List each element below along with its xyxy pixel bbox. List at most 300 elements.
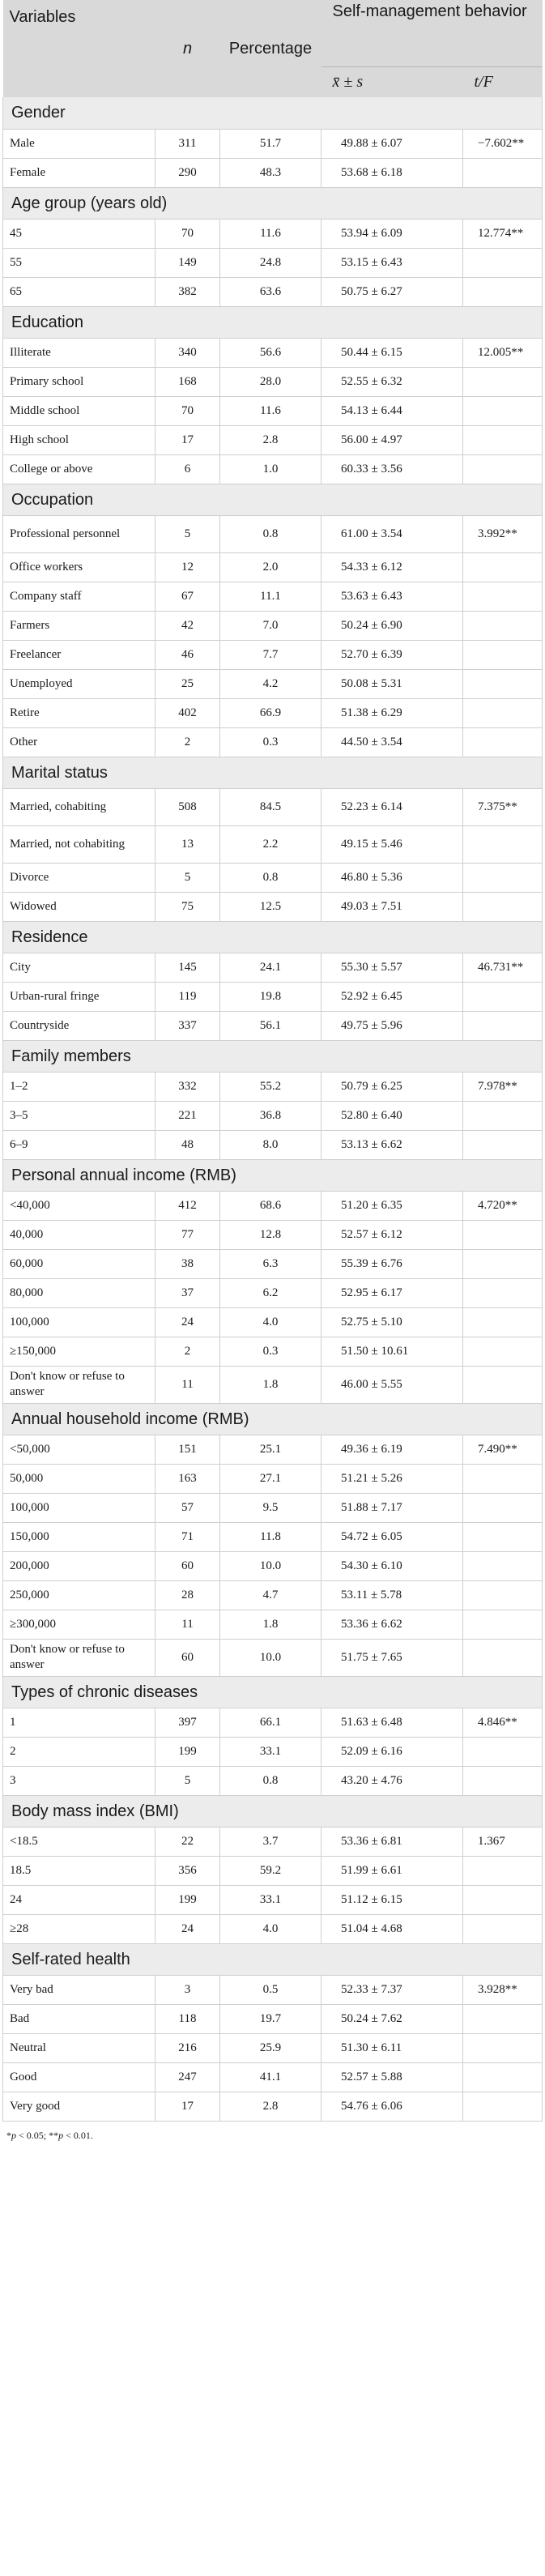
t-f-cell: 7.375** — [463, 788, 543, 825]
variable-cell: Middle school — [3, 396, 155, 425]
t-f-cell: 3.928** — [463, 1975, 543, 2004]
percentage-cell: 8.0 — [220, 1130, 321, 1159]
mean-sd-cell: 52.92 ± 6.45 — [321, 982, 463, 1011]
t-f-cell — [463, 1639, 543, 1676]
table-row — [3, 552, 543, 582]
header-mean-sd-text: x̄ ± s — [332, 73, 364, 92]
mean-sd-cell: 49.88 ± 6.07 — [321, 129, 463, 158]
table-row — [3, 1856, 543, 1885]
percentage-cell: 12.8 — [220, 1220, 321, 1249]
percentage-cell: 55.2 — [220, 1072, 321, 1101]
header-self-management: Self-management behavior — [321, 0, 543, 66]
variable-cell: Married, not cohabiting — [3, 825, 155, 863]
n-cell: 11 — [155, 1610, 220, 1639]
percentage-cell: 4.0 — [220, 1307, 321, 1337]
table-row — [3, 611, 543, 640]
header-t-f — [463, 66, 543, 97]
variable-cell: 2 — [3, 1737, 155, 1766]
table-row — [3, 1435, 543, 1464]
percentage-cell: 9.5 — [220, 1493, 321, 1522]
n-cell: 6 — [155, 454, 220, 484]
t-f-cell — [463, 863, 543, 892]
percentage-cell: 11.8 — [220, 1522, 321, 1551]
table-row — [3, 863, 543, 892]
n-cell: 145 — [155, 953, 220, 982]
group-row — [3, 97, 543, 129]
table-row — [3, 367, 543, 396]
mean-sd-cell: 52.75 ± 5.10 — [321, 1307, 463, 1337]
n-cell: 38 — [155, 1249, 220, 1278]
percentage-cell: 2.0 — [220, 552, 321, 582]
mean-sd-cell: 51.75 ± 7.65 — [321, 1639, 463, 1676]
mean-sd-cell: 53.11 ± 5.78 — [321, 1580, 463, 1610]
percentage-cell: 2.8 — [220, 425, 321, 454]
percentage-cell: 7.0 — [220, 611, 321, 640]
variable-cell: Unemployed — [3, 669, 155, 698]
table-row — [3, 158, 543, 187]
mean-sd-cell: 51.04 ± 4.68 — [321, 1914, 463, 1943]
variable-cell: Illiterate — [3, 338, 155, 367]
group-row — [3, 1795, 543, 1827]
variable-cell: 200,000 — [3, 1551, 155, 1580]
t-f-cell — [463, 1522, 543, 1551]
variable-cell: City — [3, 953, 155, 982]
table-row — [3, 1827, 543, 1856]
t-f-cell — [463, 277, 543, 306]
variable-cell: Retire — [3, 698, 155, 727]
t-f-cell: 1.367 — [463, 1827, 543, 1856]
variable-cell: Good — [3, 2062, 155, 2092]
t-f-cell — [463, 1278, 543, 1307]
n-cell: 382 — [155, 277, 220, 306]
table-row — [3, 582, 543, 611]
mean-sd-cell: 50.79 ± 6.25 — [321, 1072, 463, 1101]
percentage-cell: 6.3 — [220, 1249, 321, 1278]
table-row — [3, 1464, 543, 1493]
t-f-cell: 7.490** — [463, 1435, 543, 1464]
variable-cell: 40,000 — [3, 1220, 155, 1249]
n-cell: 2 — [155, 1337, 220, 1366]
t-f-cell — [463, 1580, 543, 1610]
variable-cell: 6–9 — [3, 1130, 155, 1159]
table-row — [3, 1278, 543, 1307]
t-f-cell — [463, 1011, 543, 1040]
table-row — [3, 396, 543, 425]
table-row — [3, 1610, 543, 1639]
n-cell: 412 — [155, 1191, 220, 1220]
t-f-cell — [463, 2033, 543, 2062]
variable-cell: Very good — [3, 2092, 155, 2121]
variable-cell: 18.5 — [3, 1856, 155, 1885]
group-row — [3, 1159, 543, 1191]
footnote-italic-p: p — [11, 2129, 16, 2141]
t-f-cell — [463, 1737, 543, 1766]
table-row — [3, 2092, 543, 2121]
header-t-f-text: t/F — [474, 73, 493, 92]
group-row — [3, 1676, 543, 1708]
variable-cell: Farmers — [3, 611, 155, 640]
n-cell: 70 — [155, 219, 220, 248]
t-f-cell — [463, 1464, 543, 1493]
variable-cell: Don't know or refuse to answer — [3, 1366, 155, 1403]
mean-sd-cell: 53.15 ± 6.43 — [321, 248, 463, 277]
table-header — [3, 0, 543, 97]
percentage-cell: 66.9 — [220, 698, 321, 727]
percentage-cell: 63.6 — [220, 277, 321, 306]
variable-cell: 100,000 — [3, 1493, 155, 1522]
variable-cell: <40,000 — [3, 1191, 155, 1220]
n-cell: 24 — [155, 1307, 220, 1337]
percentage-cell: 4.2 — [220, 669, 321, 698]
group-row — [3, 306, 543, 338]
footnote — [0, 2122, 545, 2142]
variable-cell: 45 — [3, 219, 155, 248]
t-f-cell — [463, 892, 543, 921]
t-f-cell — [463, 1551, 543, 1580]
t-f-cell — [463, 1366, 543, 1403]
header-n-text: n — [182, 40, 193, 58]
table-row — [3, 825, 543, 863]
n-cell: 60 — [155, 1639, 220, 1676]
percentage-cell: 2.8 — [220, 2092, 321, 2121]
t-f-cell — [463, 1766, 543, 1795]
header-percentage: Percentage — [220, 0, 321, 97]
mean-sd-cell: 50.24 ± 6.90 — [321, 611, 463, 640]
percentage-cell: 28.0 — [220, 367, 321, 396]
t-f-cell — [463, 1130, 543, 1159]
percentage-cell: 33.1 — [220, 1885, 321, 1914]
group-label: Body mass index (BMI) — [3, 1795, 543, 1827]
n-cell: 28 — [155, 1580, 220, 1610]
variable-cell: College or above — [3, 454, 155, 484]
n-cell: 221 — [155, 1101, 220, 1130]
mean-sd-cell: 50.24 ± 7.62 — [321, 2004, 463, 2033]
table-row — [3, 1011, 543, 1040]
mean-sd-cell: 52.80 ± 6.40 — [321, 1101, 463, 1130]
table-row — [3, 129, 543, 158]
mean-sd-cell: 51.50 ± 10.61 — [321, 1337, 463, 1366]
n-cell: 75 — [155, 892, 220, 921]
n-cell: 247 — [155, 2062, 220, 2092]
t-f-cell — [463, 2004, 543, 2033]
n-cell: 11 — [155, 1366, 220, 1403]
percentage-cell: 2.2 — [220, 825, 321, 863]
table-row — [3, 425, 543, 454]
percentage-cell: 10.0 — [220, 1551, 321, 1580]
variable-cell: 24 — [3, 1885, 155, 1914]
group-row — [3, 757, 543, 788]
percentage-cell: 27.1 — [220, 1464, 321, 1493]
table-row — [3, 1337, 543, 1366]
n-cell: 356 — [155, 1856, 220, 1885]
t-f-cell — [463, 2062, 543, 2092]
percentage-cell: 4.7 — [220, 1580, 321, 1610]
mean-sd-cell: 56.00 ± 4.97 — [321, 425, 463, 454]
variable-cell: Office workers — [3, 552, 155, 582]
variable-cell: 50,000 — [3, 1464, 155, 1493]
percentage-cell: 19.8 — [220, 982, 321, 1011]
footnote-text: *p < 0.05; **p < 0.01. — [6, 2129, 93, 2141]
variable-cell: Primary school — [3, 367, 155, 396]
n-cell: 13 — [155, 825, 220, 863]
percentage-cell: 56.6 — [220, 338, 321, 367]
table-row — [3, 1551, 543, 1580]
mean-sd-cell: 51.63 ± 6.48 — [321, 1708, 463, 1737]
table-row — [3, 1220, 543, 1249]
group-label: Gender — [3, 97, 543, 129]
n-cell: 67 — [155, 582, 220, 611]
n-cell: 57 — [155, 1493, 220, 1522]
percentage-cell: 0.3 — [220, 727, 321, 757]
table-row — [3, 248, 543, 277]
mean-sd-cell: 46.00 ± 5.55 — [321, 1366, 463, 1403]
group-row — [3, 1403, 543, 1435]
n-cell: 290 — [155, 158, 220, 187]
variable-cell: Urban-rural fringe — [3, 982, 155, 1011]
t-f-cell — [463, 1337, 543, 1366]
variable-cell: 3 — [3, 1766, 155, 1795]
t-f-cell: 7.978** — [463, 1072, 543, 1101]
n-cell: 119 — [155, 982, 220, 1011]
percentage-cell: 48.3 — [220, 158, 321, 187]
t-f-cell — [463, 1249, 543, 1278]
n-cell: 46 — [155, 640, 220, 669]
n-cell: 22 — [155, 1827, 220, 1856]
t-f-cell — [463, 1856, 543, 1885]
percentage-cell: 56.1 — [220, 1011, 321, 1040]
n-cell: 71 — [155, 1522, 220, 1551]
table-row — [3, 277, 543, 306]
group-row — [3, 187, 543, 219]
footnote-italic-p: p — [58, 2129, 64, 2141]
t-f-cell — [463, 727, 543, 757]
variable-cell: Bad — [3, 2004, 155, 2033]
mean-sd-cell: 51.38 ± 6.29 — [321, 698, 463, 727]
t-f-cell — [463, 1493, 543, 1522]
n-cell: 216 — [155, 2033, 220, 2062]
t-f-cell — [463, 1220, 543, 1249]
table-row — [3, 1522, 543, 1551]
variable-cell: 80,000 — [3, 1278, 155, 1307]
mean-sd-cell: 54.76 ± 6.06 — [321, 2092, 463, 2121]
mean-sd-cell: 60.33 ± 3.56 — [321, 454, 463, 484]
n-cell: 37 — [155, 1278, 220, 1307]
n-cell: 5 — [155, 515, 220, 552]
table-row — [3, 515, 543, 552]
variable-cell: Divorce — [3, 863, 155, 892]
group-label: Residence — [3, 921, 543, 953]
variable-cell: Married, cohabiting — [3, 788, 155, 825]
t-f-cell — [463, 1885, 543, 1914]
mean-sd-cell: 49.15 ± 5.46 — [321, 825, 463, 863]
variable-cell: 150,000 — [3, 1522, 155, 1551]
t-f-cell — [463, 640, 543, 669]
percentage-cell: 51.7 — [220, 129, 321, 158]
mean-sd-cell: 52.57 ± 5.88 — [321, 2062, 463, 2092]
table-row — [3, 2004, 543, 2033]
n-cell: 340 — [155, 338, 220, 367]
percentage-cell: 0.8 — [220, 515, 321, 552]
mean-sd-cell: 53.63 ± 6.43 — [321, 582, 463, 611]
t-f-cell — [463, 454, 543, 484]
n-cell: 60 — [155, 1551, 220, 1580]
percentage-cell: 1.8 — [220, 1366, 321, 1403]
variable-cell: Very bad — [3, 1975, 155, 2004]
group-label: Personal annual income (RMB) — [3, 1159, 543, 1191]
n-cell: 5 — [155, 1766, 220, 1795]
variable-cell: 65 — [3, 277, 155, 306]
table-row — [3, 1249, 543, 1278]
group-label: Annual household income (RMB) — [3, 1403, 543, 1435]
t-f-cell — [463, 367, 543, 396]
mean-sd-cell: 53.36 ± 6.81 — [321, 1827, 463, 1856]
mean-sd-cell: 51.20 ± 6.35 — [321, 1191, 463, 1220]
percentage-cell: 3.7 — [220, 1827, 321, 1856]
mean-sd-cell: 52.95 ± 6.17 — [321, 1278, 463, 1307]
n-cell: 149 — [155, 248, 220, 277]
table-row — [3, 1737, 543, 1766]
table-row — [3, 1493, 543, 1522]
percentage-cell: 11.1 — [220, 582, 321, 611]
percentage-cell: 1.8 — [220, 1610, 321, 1639]
percentage-cell: 10.0 — [220, 1639, 321, 1676]
t-f-cell — [463, 248, 543, 277]
variable-cell: Company staff — [3, 582, 155, 611]
table-row — [3, 2033, 543, 2062]
mean-sd-cell: 51.12 ± 6.15 — [321, 1885, 463, 1914]
percentage-cell: 11.6 — [220, 396, 321, 425]
table-row — [3, 892, 543, 921]
n-cell: 397 — [155, 1708, 220, 1737]
variable-cell: <50,000 — [3, 1435, 155, 1464]
group-row — [3, 921, 543, 953]
mean-sd-cell: 51.21 ± 5.26 — [321, 1464, 463, 1493]
demographics-table — [2, 0, 543, 2122]
table-row — [3, 1914, 543, 1943]
t-f-cell: 12.774** — [463, 219, 543, 248]
percentage-cell: 66.1 — [220, 1708, 321, 1737]
variable-cell: Other — [3, 727, 155, 757]
n-cell: 332 — [155, 1072, 220, 1101]
t-f-cell: 4.720** — [463, 1191, 543, 1220]
t-f-cell — [463, 698, 543, 727]
mean-sd-cell: 52.23 ± 6.14 — [321, 788, 463, 825]
variable-cell: 100,000 — [3, 1307, 155, 1337]
table-row — [3, 454, 543, 484]
n-cell: 118 — [155, 2004, 220, 2033]
header-mean-sd — [321, 66, 463, 97]
percentage-cell: 24.1 — [220, 953, 321, 982]
mean-sd-cell: 61.00 ± 3.54 — [321, 515, 463, 552]
t-f-cell — [463, 1101, 543, 1130]
mean-sd-cell: 53.36 ± 6.62 — [321, 1610, 463, 1639]
table-row — [3, 640, 543, 669]
variable-cell: Widowed — [3, 892, 155, 921]
mean-sd-cell: 51.99 ± 6.61 — [321, 1856, 463, 1885]
table-row — [3, 1639, 543, 1676]
percentage-cell: 0.8 — [220, 1766, 321, 1795]
t-f-cell — [463, 669, 543, 698]
n-cell: 199 — [155, 1737, 220, 1766]
mean-sd-cell: 52.70 ± 6.39 — [321, 640, 463, 669]
table-row — [3, 1101, 543, 1130]
percentage-cell: 59.2 — [220, 1856, 321, 1885]
t-f-cell — [463, 552, 543, 582]
percentage-cell: 0.8 — [220, 863, 321, 892]
percentage-cell: 0.5 — [220, 1975, 321, 2004]
table-row — [3, 1072, 543, 1101]
variable-cell: 3–5 — [3, 1101, 155, 1130]
mean-sd-cell: 49.75 ± 5.96 — [321, 1011, 463, 1040]
group-row — [3, 484, 543, 515]
mean-sd-cell: 49.03 ± 7.51 — [321, 892, 463, 921]
mean-sd-cell: 51.30 ± 6.11 — [321, 2033, 463, 2062]
t-f-cell — [463, 982, 543, 1011]
mean-sd-cell: 51.88 ± 7.17 — [321, 1493, 463, 1522]
variable-cell: 55 — [3, 248, 155, 277]
mean-sd-cell: 49.36 ± 6.19 — [321, 1435, 463, 1464]
table-row — [3, 338, 543, 367]
group-label: Family members — [3, 1040, 543, 1072]
table-row — [3, 982, 543, 1011]
percentage-cell: 7.7 — [220, 640, 321, 669]
group-label: Marital status — [3, 757, 543, 788]
table-row — [3, 1975, 543, 2004]
n-cell: 25 — [155, 669, 220, 698]
group-label: Self-rated health — [3, 1943, 543, 1975]
header-variables: Variables — [3, 0, 155, 97]
t-f-cell — [463, 425, 543, 454]
n-cell: 311 — [155, 129, 220, 158]
mean-sd-cell: 50.44 ± 6.15 — [321, 338, 463, 367]
group-label: Age group (years old) — [3, 187, 543, 219]
group-row — [3, 1040, 543, 1072]
n-cell: 3 — [155, 1975, 220, 2004]
group-label: Types of chronic diseases — [3, 1676, 543, 1708]
table-row — [3, 1580, 543, 1610]
mean-sd-cell: 44.50 ± 3.54 — [321, 727, 463, 757]
variable-cell: Neutral — [3, 2033, 155, 2062]
t-f-cell — [463, 1307, 543, 1337]
percentage-cell: 33.1 — [220, 1737, 321, 1766]
variable-cell: Professional personnel — [3, 515, 155, 552]
mean-sd-cell: 53.68 ± 6.18 — [321, 158, 463, 187]
table-row — [3, 1307, 543, 1337]
n-cell: 199 — [155, 1885, 220, 1914]
variable-cell: Don't know or refuse to answer — [3, 1639, 155, 1676]
table-row — [3, 219, 543, 248]
n-cell: 77 — [155, 1220, 220, 1249]
mean-sd-cell: 50.08 ± 5.31 — [321, 669, 463, 698]
percentage-cell: 25.1 — [220, 1435, 321, 1464]
table-row — [3, 2062, 543, 2092]
n-cell: 24 — [155, 1914, 220, 1943]
variable-cell: 60,000 — [3, 1249, 155, 1278]
percentage-cell: 0.3 — [220, 1337, 321, 1366]
t-f-cell — [463, 1914, 543, 1943]
n-cell: 163 — [155, 1464, 220, 1493]
t-f-cell: 46.731** — [463, 953, 543, 982]
table-row — [3, 1885, 543, 1914]
mean-sd-cell: 52.33 ± 7.37 — [321, 1975, 463, 2004]
group-label: Occupation — [3, 484, 543, 515]
variable-cell: Countryside — [3, 1011, 155, 1040]
n-cell: 168 — [155, 367, 220, 396]
variable-cell: <18.5 — [3, 1827, 155, 1856]
n-cell: 17 — [155, 2092, 220, 2121]
n-cell: 42 — [155, 611, 220, 640]
variable-cell: Female — [3, 158, 155, 187]
